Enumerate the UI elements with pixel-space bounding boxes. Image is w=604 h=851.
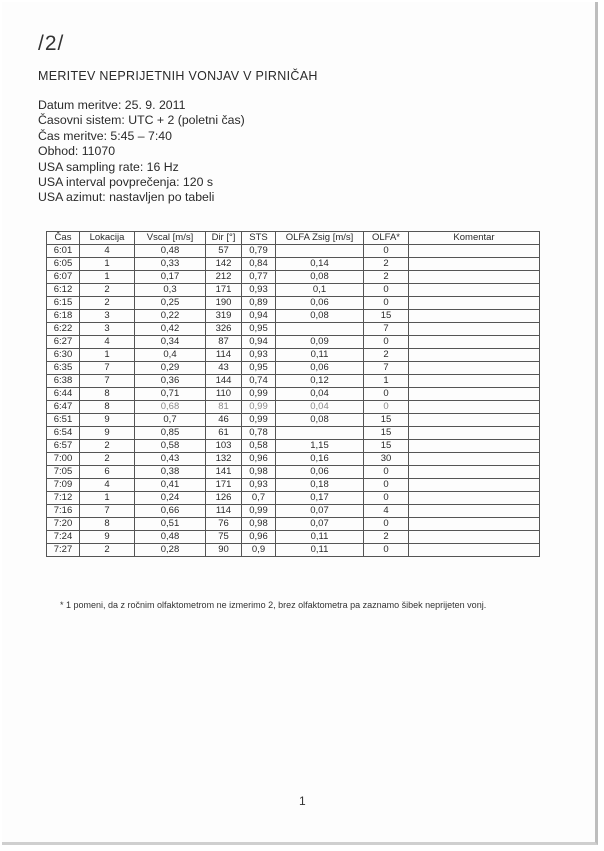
cell-comment	[409, 362, 540, 375]
cell-location: 9	[80, 427, 135, 440]
cell-vscal: 0,17	[135, 271, 206, 284]
cell-time: 7:24	[47, 531, 80, 544]
cell-olfa: 0	[364, 297, 409, 310]
cell-olfa-zsig: 0,18	[276, 479, 364, 492]
cell-vscal: 0,48	[135, 245, 206, 258]
cell-sts: 0,7	[242, 492, 276, 505]
table-row	[47, 336, 540, 349]
cell-location: 1	[80, 258, 135, 271]
cell-location: 2	[80, 544, 135, 557]
cell-time: 6:35	[47, 362, 80, 375]
cell-comment	[409, 271, 540, 284]
table-row	[47, 466, 540, 479]
cell-time: 6:12	[47, 284, 80, 297]
cell-location: 2	[80, 453, 135, 466]
cell-sts: 0,79	[242, 245, 276, 258]
cell-sts: 0,96	[242, 453, 276, 466]
cell-comment	[409, 518, 540, 531]
meta-averaging-interval: USA interval povprečenja: 120 s	[38, 175, 213, 190]
cell-location: 6	[80, 466, 135, 479]
cell-vscal: 0,66	[135, 505, 206, 518]
cell-time: 7:12	[47, 492, 80, 505]
cell-direction: 61	[206, 427, 242, 440]
cell-olfa-zsig: 0,04	[276, 388, 364, 401]
table-row	[47, 479, 540, 492]
cell-sts: 0,98	[242, 466, 276, 479]
cell-time: 6:22	[47, 323, 80, 336]
cell-sts: 0,78	[242, 427, 276, 440]
cell-location: 3	[80, 323, 135, 336]
table-row	[47, 323, 540, 336]
meta-sampling-rate: USA sampling rate: 16 Hz	[38, 159, 179, 174]
table-row	[47, 388, 540, 401]
cell-direction: 75	[206, 531, 242, 544]
cell-olfa-zsig: 0,04	[276, 401, 364, 414]
table-row	[47, 505, 540, 518]
cell-olfa-zsig: 0,08	[276, 414, 364, 427]
cell-olfa: 0	[364, 245, 409, 258]
cell-direction: 132	[206, 453, 242, 466]
cell-comment	[409, 284, 540, 297]
cell-location: 2	[80, 284, 135, 297]
cell-time: 7:20	[47, 518, 80, 531]
table-row	[47, 310, 540, 323]
table-row	[47, 245, 540, 258]
cell-location: 7	[80, 375, 135, 388]
cell-olfa-zsig: 0,11	[276, 349, 364, 362]
cell-sts: 0,95	[242, 362, 276, 375]
table-row	[47, 453, 540, 466]
cell-olfa-zsig: 0,07	[276, 505, 364, 518]
document-title: MERITEV NEPRIJETNIH VONJAV V PIRNIČAH	[38, 69, 318, 83]
measurement-table	[46, 231, 540, 557]
cell-direction: 103	[206, 440, 242, 453]
cell-direction: 171	[206, 284, 242, 297]
cell-vscal: 0,42	[135, 323, 206, 336]
cell-time: 6:15	[47, 297, 80, 310]
cell-olfa: 7	[364, 362, 409, 375]
cell-sts: 0,94	[242, 310, 276, 323]
cell-direction: 141	[206, 466, 242, 479]
header-olfa: OLFA*	[364, 232, 409, 245]
cell-vscal: 0,58	[135, 440, 206, 453]
cell-olfa: 0	[364, 466, 409, 479]
cell-olfa-zsig: 0,16	[276, 453, 364, 466]
cell-comment	[409, 505, 540, 518]
cell-sts: 0,99	[242, 401, 276, 414]
cell-olfa: 2	[364, 271, 409, 284]
cell-comment	[409, 544, 540, 557]
cell-direction: 126	[206, 492, 242, 505]
cell-olfa: 15	[364, 440, 409, 453]
cell-time: 6:54	[47, 427, 80, 440]
cell-olfa: 30	[364, 453, 409, 466]
cell-olfa-zsig: 0,06	[276, 362, 364, 375]
cell-olfa: 15	[364, 310, 409, 323]
header-location: Lokacija	[80, 232, 135, 245]
meta-date: Datum meritve: 25. 9. 2011	[38, 98, 186, 112]
cell-olfa: 0	[364, 518, 409, 531]
cell-olfa-zsig	[276, 245, 364, 258]
cell-olfa-zsig: 0,11	[276, 531, 364, 544]
cell-vscal: 0,34	[135, 336, 206, 349]
cell-location: 1	[80, 271, 135, 284]
cell-time: 7:00	[47, 453, 80, 466]
table-row	[47, 401, 540, 414]
cell-olfa-zsig: 0,12	[276, 375, 364, 388]
cell-time: 6:07	[47, 271, 80, 284]
cell-direction: 76	[206, 518, 242, 531]
cell-vscal: 0,3	[135, 284, 206, 297]
cell-comment	[409, 466, 540, 479]
table-row	[47, 414, 540, 427]
header-comment: Komentar	[409, 232, 540, 245]
cell-time: 6:57	[47, 440, 80, 453]
cell-olfa: 1	[364, 375, 409, 388]
cell-sts: 0,93	[242, 284, 276, 297]
cell-sts: 0,93	[242, 349, 276, 362]
cell-comment	[409, 453, 540, 466]
cell-time: 7:09	[47, 479, 80, 492]
cell-direction: 46	[206, 414, 242, 427]
cell-direction: 212	[206, 271, 242, 284]
cell-olfa-zsig	[276, 323, 364, 336]
cell-location: 4	[80, 336, 135, 349]
cell-location: 8	[80, 388, 135, 401]
cell-olfa: 15	[364, 414, 409, 427]
meta-azimuth: USA azimut: nastavljen po tabeli	[38, 190, 215, 205]
header-vscal: Vscal [m/s]	[135, 232, 206, 245]
cell-vscal: 0,68	[135, 401, 206, 414]
cell-vscal: 0,28	[135, 544, 206, 557]
table-row	[47, 297, 540, 310]
table-header-row	[47, 232, 540, 245]
cell-olfa: 0	[364, 544, 409, 557]
cell-vscal: 0,24	[135, 492, 206, 505]
cell-sts: 0,84	[242, 258, 276, 271]
cell-direction: 43	[206, 362, 242, 375]
cell-vscal: 0,4	[135, 349, 206, 362]
cell-direction: 110	[206, 388, 242, 401]
cell-vscal: 0,22	[135, 310, 206, 323]
cell-time: 6:05	[47, 258, 80, 271]
cell-comment	[409, 401, 540, 414]
cell-vscal: 0,29	[135, 362, 206, 375]
cell-location: 1	[80, 492, 135, 505]
cell-location: 3	[80, 310, 135, 323]
table-row	[47, 284, 540, 297]
meta-time-system: Časovni sistem: UTC + 2 (poletni čas)	[38, 113, 245, 128]
cell-comment	[409, 336, 540, 349]
cell-comment	[409, 440, 540, 453]
cell-sts: 0,77	[242, 271, 276, 284]
page-mark: /2/	[38, 32, 65, 55]
cell-vscal: 0,43	[135, 453, 206, 466]
header-sts: STS	[242, 232, 276, 245]
meta-round: Obhod: 11070	[38, 144, 116, 159]
cell-olfa: 0	[364, 284, 409, 297]
cell-location: 4	[80, 479, 135, 492]
cell-location: 1	[80, 349, 135, 362]
cell-vscal: 0,51	[135, 518, 206, 531]
cell-olfa-zsig	[276, 427, 364, 440]
meta-measurement-time: Čas meritve: 5:45 – 7:40	[38, 128, 172, 143]
table-row	[47, 531, 540, 544]
cell-olfa: 4	[364, 505, 409, 518]
cell-sts: 0,99	[242, 388, 276, 401]
cell-direction: 171	[206, 479, 242, 492]
cell-olfa-zsig: 0,11	[276, 544, 364, 557]
cell-vscal: 0,71	[135, 388, 206, 401]
cell-sts: 0,99	[242, 505, 276, 518]
cell-direction: 57	[206, 245, 242, 258]
cell-time: 6:38	[47, 375, 80, 388]
cell-olfa: 0	[364, 401, 409, 414]
cell-olfa: 0	[364, 388, 409, 401]
cell-sts: 0,94	[242, 336, 276, 349]
cell-direction: 114	[206, 349, 242, 362]
cell-vscal: 0,85	[135, 427, 206, 440]
cell-vscal: 0,38	[135, 466, 206, 479]
cell-location: 4	[80, 245, 135, 258]
cell-time: 6:18	[47, 310, 80, 323]
cell-time: 7:27	[47, 544, 80, 557]
cell-olfa: 2	[364, 258, 409, 271]
cell-olfa-zsig: 0,08	[276, 271, 364, 284]
cell-direction: 190	[206, 297, 242, 310]
cell-time: 6:27	[47, 336, 80, 349]
cell-time: 6:30	[47, 349, 80, 362]
cell-direction: 114	[206, 505, 242, 518]
measurement-metadata	[38, 98, 245, 206]
cell-location: 8	[80, 518, 135, 531]
cell-time: 6:01	[47, 245, 80, 258]
cell-olfa-zsig: 0,17	[276, 492, 364, 505]
cell-olfa: 15	[364, 427, 409, 440]
cell-sts: 0,93	[242, 479, 276, 492]
cell-vscal: 0,48	[135, 531, 206, 544]
cell-comment	[409, 531, 540, 544]
cell-time: 6:44	[47, 388, 80, 401]
cell-sts: 0,99	[242, 414, 276, 427]
document-page	[2, 2, 598, 845]
cell-olfa-zsig: 0,14	[276, 258, 364, 271]
cell-comment	[409, 414, 540, 427]
cell-olfa-zsig: 0,07	[276, 518, 364, 531]
table-row	[47, 258, 540, 271]
cell-sts: 0,74	[242, 375, 276, 388]
table-row	[47, 362, 540, 375]
cell-sts: 0,96	[242, 531, 276, 544]
cell-time: 6:51	[47, 414, 80, 427]
cell-location: 8	[80, 401, 135, 414]
cell-olfa: 0	[364, 492, 409, 505]
cell-olfa: 2	[364, 531, 409, 544]
cell-direction: 142	[206, 258, 242, 271]
cell-sts: 0,58	[242, 440, 276, 453]
cell-comment	[409, 349, 540, 362]
cell-direction: 144	[206, 375, 242, 388]
cell-location: 9	[80, 531, 135, 544]
cell-comment	[409, 310, 540, 323]
cell-time: 7:16	[47, 505, 80, 518]
cell-olfa-zsig: 0,06	[276, 297, 364, 310]
cell-olfa-zsig: 1,15	[276, 440, 364, 453]
cell-location: 7	[80, 362, 135, 375]
cell-time: 6:47	[47, 401, 80, 414]
cell-olfa: 0	[364, 336, 409, 349]
cell-vscal: 0,33	[135, 258, 206, 271]
page-number: 1	[299, 794, 306, 808]
table-row	[47, 440, 540, 453]
cell-comment	[409, 245, 540, 258]
cell-sts: 0,98	[242, 518, 276, 531]
table-row	[47, 492, 540, 505]
cell-location: 9	[80, 414, 135, 427]
cell-vscal: 0,7	[135, 414, 206, 427]
cell-olfa-zsig: 0,09	[276, 336, 364, 349]
cell-time: 7:05	[47, 466, 80, 479]
cell-direction: 326	[206, 323, 242, 336]
cell-olfa: 2	[364, 349, 409, 362]
table-row	[47, 349, 540, 362]
cell-direction: 90	[206, 544, 242, 557]
cell-sts: 0,95	[242, 323, 276, 336]
cell-comment	[409, 479, 540, 492]
cell-olfa-zsig: 0,08	[276, 310, 364, 323]
cell-olfa: 0	[364, 479, 409, 492]
table-row	[47, 544, 540, 557]
table-body	[47, 245, 540, 557]
cell-olfa: 7	[364, 323, 409, 336]
cell-olfa-zsig: 0,1	[276, 284, 364, 297]
cell-direction: 87	[206, 336, 242, 349]
cell-vscal: 0,25	[135, 297, 206, 310]
cell-sts: 0,89	[242, 297, 276, 310]
table-row	[47, 427, 540, 440]
cell-direction: 81	[206, 401, 242, 414]
cell-sts: 0,9	[242, 544, 276, 557]
cell-comment	[409, 388, 540, 401]
cell-olfa-zsig: 0,06	[276, 466, 364, 479]
cell-location: 2	[80, 440, 135, 453]
cell-comment	[409, 375, 540, 388]
table-row	[47, 375, 540, 388]
table-row	[47, 518, 540, 531]
header-olfa-zsig: OLFA Zsig [m/s]	[276, 232, 364, 245]
cell-comment	[409, 297, 540, 310]
header-time: Čas	[47, 232, 80, 245]
cell-comment	[409, 258, 540, 271]
cell-vscal: 0,36	[135, 375, 206, 388]
footnote: * 1 pomeni, da z ročnim olfaktometrom ne izmerimo 2, brez olfaktometra pa zaznamo šibek neprijeten vonj.	[60, 600, 487, 610]
cell-vscal: 0,41	[135, 479, 206, 492]
cell-direction: 319	[206, 310, 242, 323]
cell-comment	[409, 323, 540, 336]
cell-location: 7	[80, 505, 135, 518]
table-row	[47, 271, 540, 284]
cell-comment	[409, 427, 540, 440]
cell-location: 2	[80, 297, 135, 310]
header-direction: Dir [°]	[206, 232, 242, 245]
cell-comment	[409, 492, 540, 505]
